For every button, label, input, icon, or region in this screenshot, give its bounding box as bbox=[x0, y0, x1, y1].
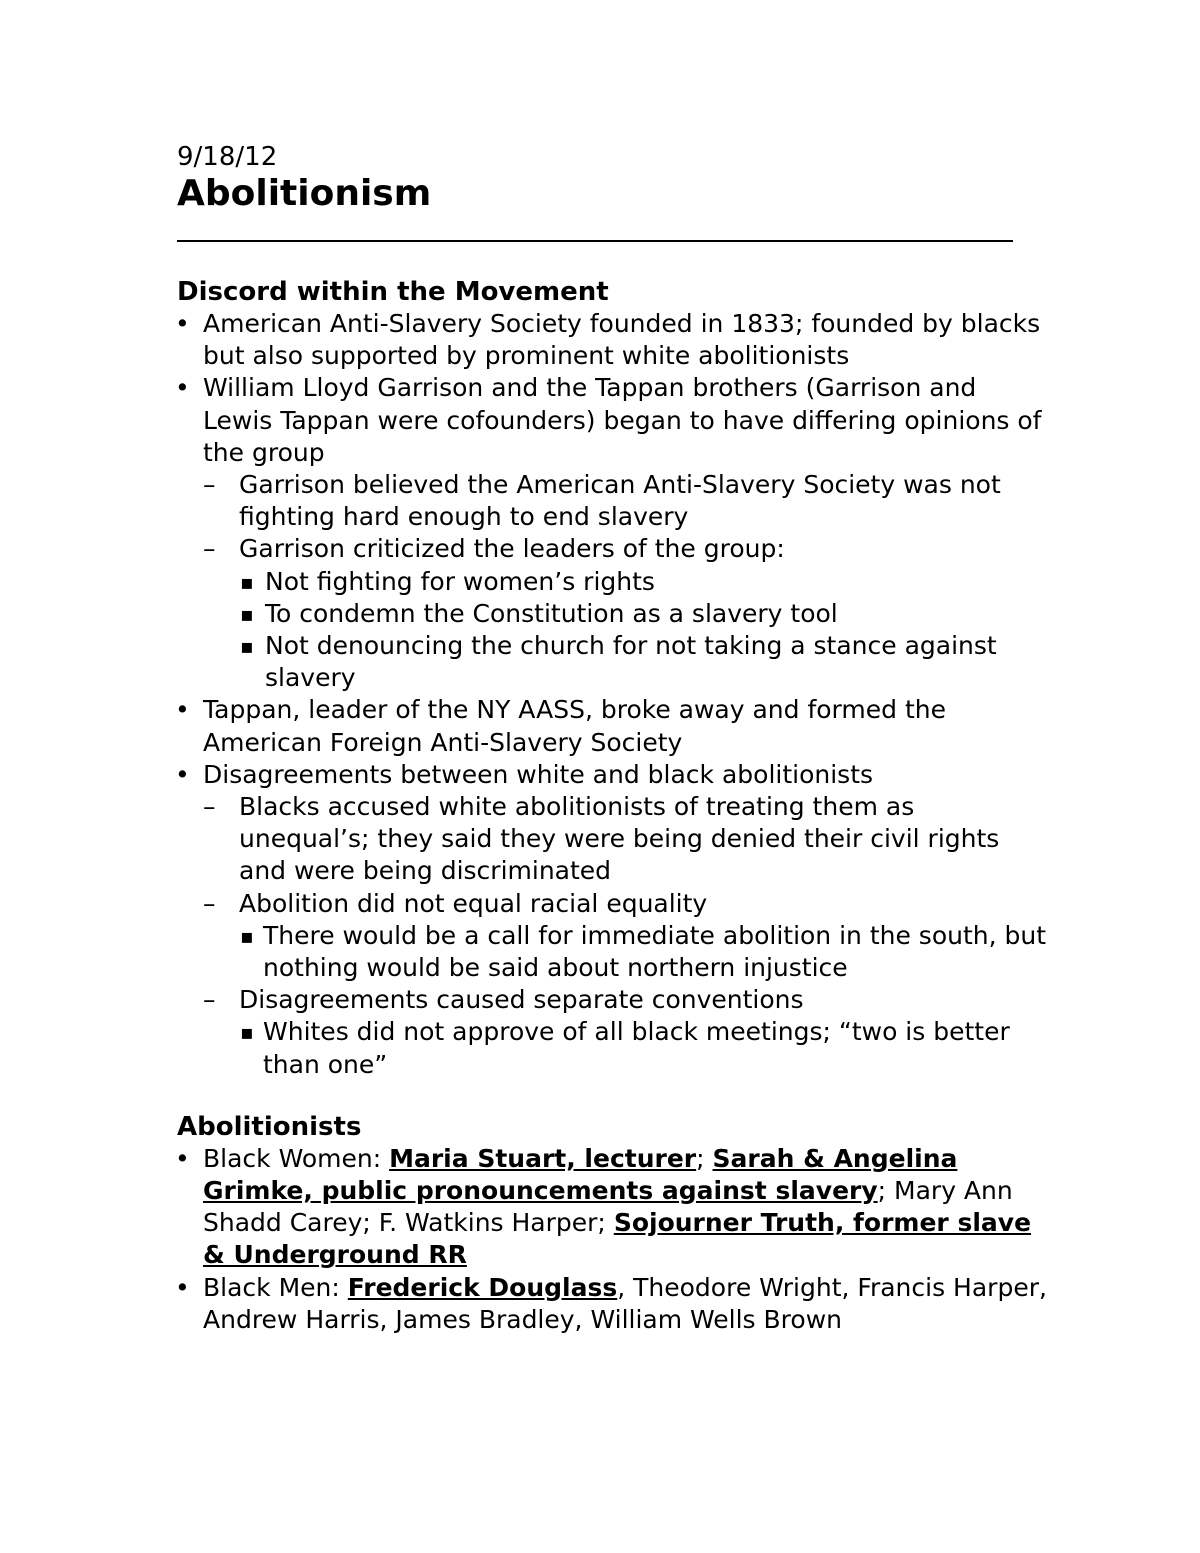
sub-sub-list bbox=[238, 920, 1047, 984]
document-page bbox=[177, 140, 1047, 1336]
discord-list bbox=[177, 308, 1047, 1081]
sub-list bbox=[203, 791, 1047, 1081]
sub-list-item: – Garrison believed the American Anti-Slavery Society was not fighting hard enough to end slavery bbox=[203, 469, 1047, 533]
page-title: Abolitionism bbox=[177, 173, 432, 214]
sub-list-item: – Disagreements caused separate conventions ▪ Whites did not approve of all black meetings; “two is better than one” bbox=[203, 984, 1047, 1081]
sub-sub-list-item: ▪ There would be a call for immediate abolition in the south, but nothing would be said about northern injustice bbox=[238, 920, 1047, 984]
sub-list bbox=[203, 469, 1047, 694]
sub-list-item: – Garrison criticized the leaders of the group: ▪ Not fighting for women’s rights ▪ To condemn the Constitution as a slavery tool ▪ Not denouncing the church for not taking a stance against slavery bbox=[203, 533, 1047, 694]
list-item-black-women: • Black Women: Maria Stuart, lecturer; Sarah & Angelina Grimke, public pronouncements against slavery; Mary Ann Shadd Carey; F. Watkins Harper; Sojourner Truth, former slave & Underground RR bbox=[177, 1143, 1047, 1272]
sub-sub-list bbox=[238, 1016, 1047, 1080]
section-heading-discord: Discord within the Movement bbox=[177, 277, 609, 307]
abolitionists-list bbox=[177, 1143, 1047, 1336]
list-item: • American Anti-Slavery Society founded in 1833; founded by blacks but also supported by prominent white abolitionists bbox=[177, 308, 1047, 372]
underlined-name: Maria Stuart, lecturer bbox=[389, 1143, 697, 1173]
underlined-name: Sojourner Truth, former slave & Underground RR bbox=[203, 1208, 1032, 1270]
sub-sub-list-item: ▪ To condemn the Constitution as a slavery tool bbox=[238, 598, 1047, 630]
sub-sub-list-item: ▪ Not fighting for women’s rights bbox=[238, 566, 1047, 598]
sub-list-item: – Abolition did not equal racial equality ▪ There would be a call for immediate abolition in the south, but nothing would be said about northern injustice bbox=[203, 888, 1047, 985]
section-heading-abolitionists: Abolitionists bbox=[177, 1111, 362, 1142]
list-item: • William Lloyd Garrison and the Tappan brothers (Garrison and Lewis Tappan were cofounders) began to have differing opinions of the group – Garrison believed the American Anti-Slavery Society was not fighting hard enough to end slavery – Garrison criticized the leaders of the group: ▪ Not fighting for women’s rights ▪ To condemn the Constitution as a slavery tool ▪ Not denouncing the church for not taking a stance against slavery bbox=[177, 372, 1047, 694]
list-item: • Disagreements between white and black abolitionists – Blacks accused white abolitionists of treating them as unequal’s; they said they were being denied their civil rights and were being discriminated – Abolition did not equal racial equality ▪ There would be a call for immediate abolition in the south, but nothing would be said about northern injustice – Disagreements caused separate conventions ▪ Whites did not approve of all black meetings; “two is better than one” bbox=[177, 759, 1047, 1081]
sub-list-item: – Blacks accused white abolitionists of treating them as unequal’s; they said they were being denied their civil rights and were being discriminated bbox=[203, 791, 1047, 888]
sub-sub-list bbox=[238, 566, 1047, 695]
underlined-name: Frederick Douglass bbox=[347, 1272, 618, 1302]
underlined-name: Sarah & Angelina Grimke, public pronouncements against slavery bbox=[203, 1143, 958, 1206]
sub-sub-list-item: ▪ Not denouncing the church for not taking a stance against slavery bbox=[238, 630, 1047, 694]
list-item: • Tappan, leader of the NY AASS, broke away and formed the American Foreign Anti-Slavery Society bbox=[177, 694, 1047, 758]
list-item-black-men: • Black Men: Frederick Douglass, Theodore Wright, Francis Harper, Andrew Harris, James Bradley, William Wells Brown bbox=[177, 1272, 1047, 1336]
title-divider bbox=[177, 240, 1013, 242]
sub-sub-list-item: ▪ Whites did not approve of all black meetings; “two is better than one” bbox=[238, 1016, 1047, 1080]
note-date: 9/18/12 bbox=[177, 142, 278, 172]
